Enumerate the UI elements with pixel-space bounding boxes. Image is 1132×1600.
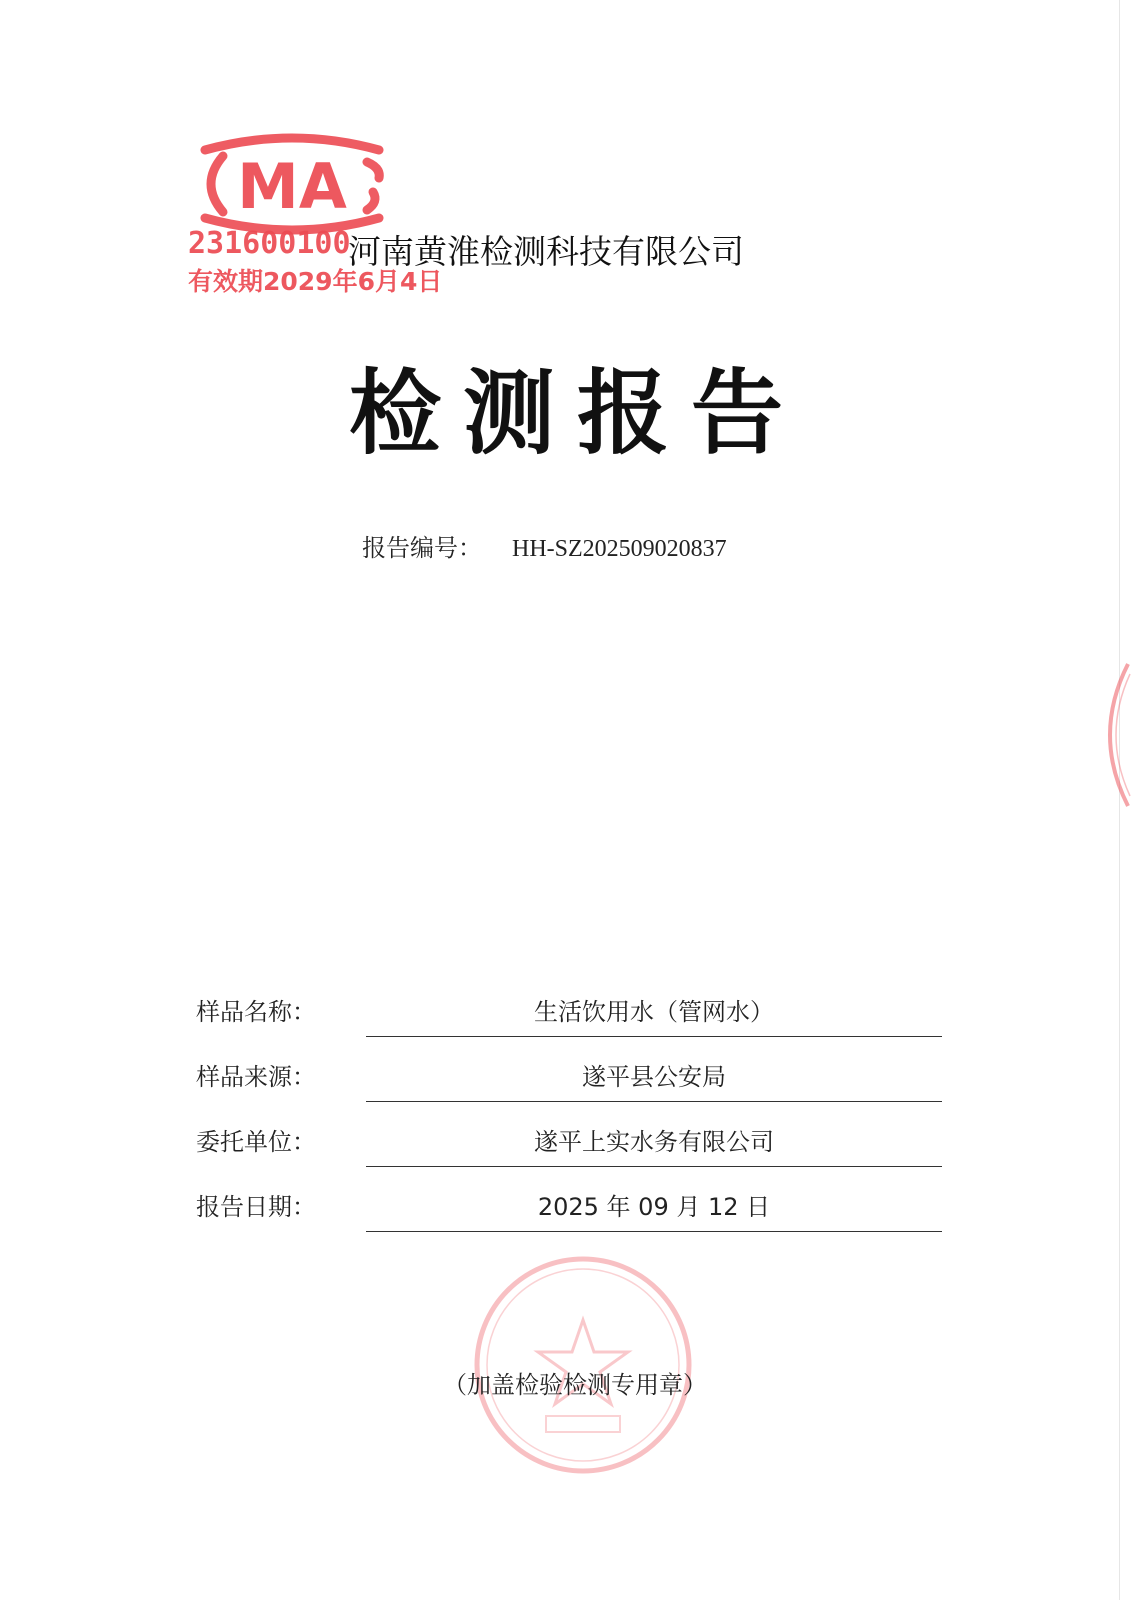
info-value: 遂平县公安局 (582, 1063, 726, 1091)
info-row-client (0, 1122, 1132, 1182)
info-label: 委托单位： (196, 1128, 316, 1156)
underline (366, 1101, 942, 1102)
info-value: 2025 年 09 月 12 日 (537, 1193, 771, 1221)
report-title: 检测报告 (348, 360, 805, 467)
report-number (362, 528, 727, 563)
underline (366, 1231, 942, 1232)
company-name: 河南黄淮检测科技有限公司 (348, 232, 744, 271)
accreditation-number: 231600100 (188, 226, 351, 261)
info-row-sample-name (0, 992, 1132, 1052)
report-number-label: 报告编号： (362, 534, 482, 562)
info-label: 报告日期： (196, 1193, 316, 1221)
info-value: 遂平上实水务有限公司 (534, 1128, 774, 1156)
accreditation-validity: 有效期2029年6月4日 (188, 267, 443, 296)
cma-logo (185, 128, 400, 238)
underline (366, 1166, 942, 1167)
report-number-value: HH-SZ202509020837 (512, 536, 727, 562)
info-value: 生活饮用水（管网水） (534, 998, 774, 1026)
info-row-sample-source (0, 1057, 1132, 1117)
seam-seal (1098, 660, 1132, 810)
info-row-report-date (0, 1187, 1132, 1247)
svg-text:MA: MA (237, 150, 347, 223)
underline (366, 1036, 942, 1037)
info-label: 样品名称： (196, 998, 316, 1026)
seal-caption: （加盖检验检测专用章） (443, 1371, 707, 1399)
info-label: 样品来源： (196, 1063, 316, 1091)
